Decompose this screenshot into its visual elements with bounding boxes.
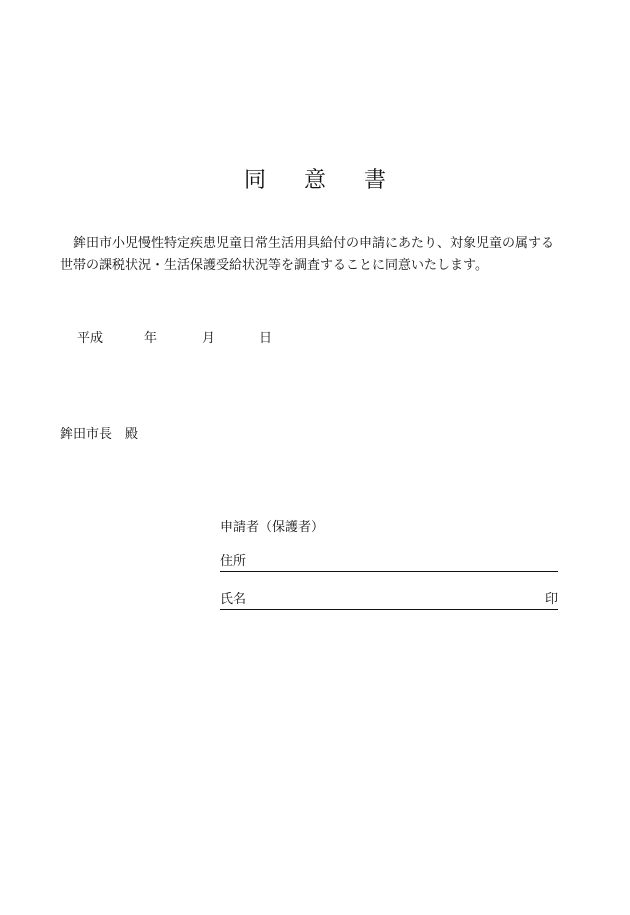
date-row: [77, 327, 272, 346]
consent-statement: [60, 233, 575, 277]
title-char-2: 意: [303, 168, 326, 193]
address-label: 住所: [220, 554, 247, 569]
name-label: 氏名: [220, 592, 247, 607]
title-char-1: 同: [243, 168, 266, 193]
address-field[interactable]: [220, 553, 558, 572]
date-era: 平成: [77, 331, 104, 346]
title-char-3: 書: [364, 168, 387, 193]
addressee-honorific: 殿: [125, 427, 139, 442]
name-field[interactable]: [220, 591, 558, 610]
consent-statement-line-2: 世帯の課税状況・生活保護受給状況等を調査することに同意いたします。: [60, 258, 488, 273]
consent-statement-line-1: 鉾田市小児慢性特定疾患児童日常生活用具給付の申請にあたり、対象児童の属する: [73, 236, 555, 251]
document-title: [0, 163, 630, 194]
date-day: 日: [259, 331, 273, 346]
date-month: 月: [202, 331, 216, 346]
addressee-name: 鉾田市長: [60, 427, 113, 442]
seal-mark: 印: [544, 592, 558, 607]
date-year: 年: [144, 331, 158, 346]
applicant-heading: 申請者（保護者）: [220, 520, 325, 535]
addressee: [60, 423, 138, 442]
